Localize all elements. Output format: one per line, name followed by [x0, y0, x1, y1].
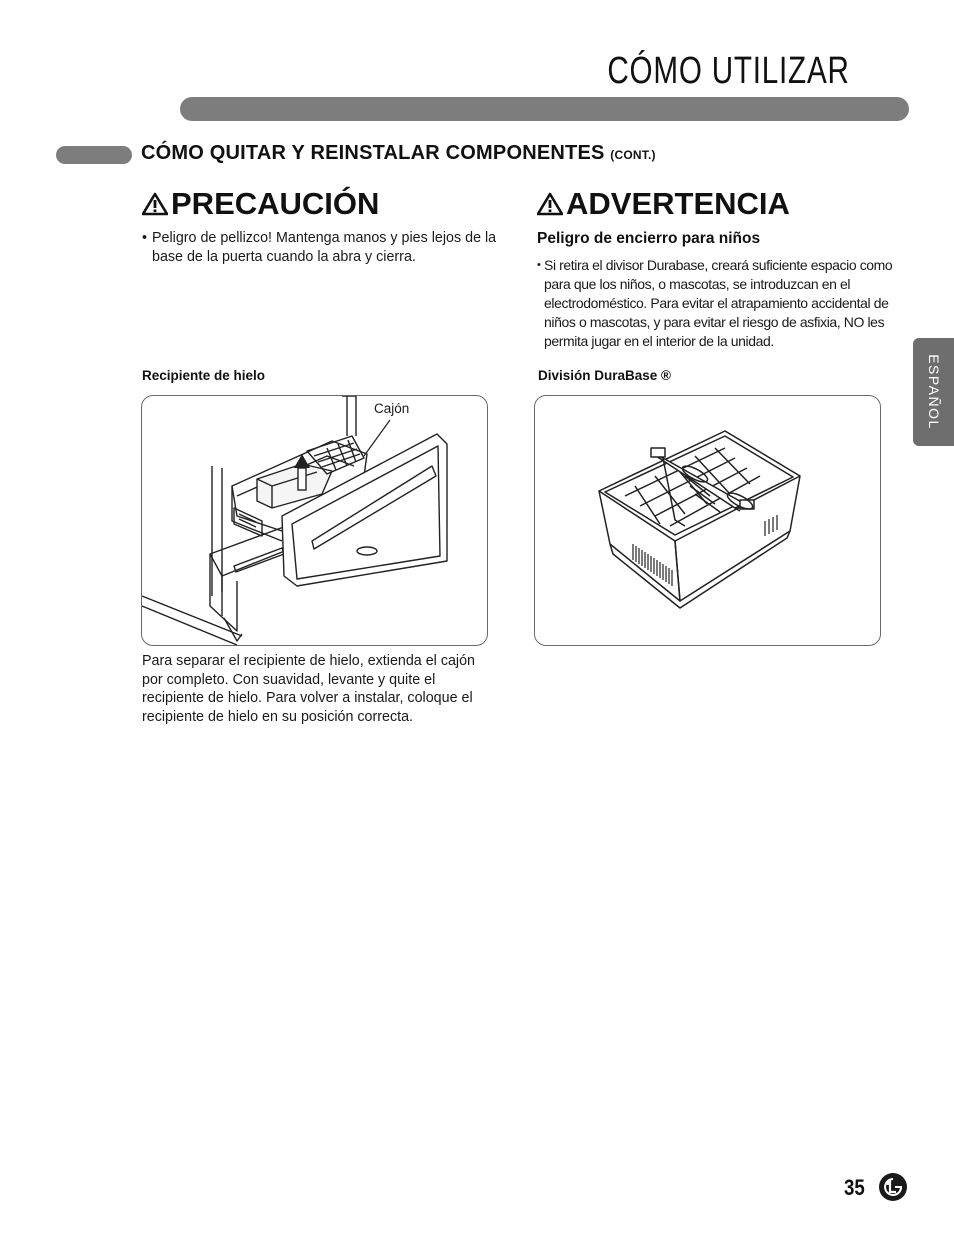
- bullet-marker: •: [142, 230, 148, 246]
- warning-bullet: [537, 256, 912, 351]
- section-title: CÓMO QUITAR Y REINSTALAR COMPONENTES: [141, 142, 605, 164]
- freezer-drawer-drawing: [142, 396, 487, 645]
- language-tab-label: ESPAÑOL: [925, 354, 942, 430]
- lg-logo-icon: [878, 1172, 908, 1202]
- ice-bin-figure-label: Recipiente de hielo: [142, 368, 266, 383]
- durabase-figure-label: División DuraBase ®: [538, 368, 671, 383]
- title-bar-divider: [180, 97, 909, 121]
- durabase-illustration: [534, 395, 881, 646]
- caution-heading: [142, 186, 379, 222]
- warning-heading: [537, 186, 790, 222]
- warning-heading-text: ADVERTENCIA: [566, 186, 790, 221]
- warning-triangle-icon: [537, 192, 563, 216]
- ice-bin-illustration: [141, 395, 488, 646]
- warning-triangle-icon: [142, 192, 168, 216]
- drawer-callout-label: Cajón: [374, 401, 410, 416]
- ice-bin-instructions: Para separar el recipiente de hielo, extienda el cajón por completo. Con suavidad, levante y quite el recipiente de hielo. Para volver a instalar, coloque el recipiente de hielo en su posición correcta.: [142, 653, 476, 725]
- page-title: CÓMO UTILIZAR: [607, 50, 850, 92]
- warning-text: Si retira el divisor Durabase, creará suficiente espacio como para que los niños, o mascotas, se introduzcan en el electrodoméstico. Para evitar el atrapamiento accidental de niños o mascotas, y para evitar el riesgo de asfixia, NO les permita jugar en el interior de la unidad.: [544, 257, 893, 349]
- durabase-divider-drawing: [535, 396, 880, 645]
- lg-logo: [878, 1172, 908, 1207]
- page-number: 35: [844, 1175, 865, 1200]
- section-marker: [56, 146, 132, 164]
- warning-subheading: Peligro de encierro para niños: [537, 230, 761, 247]
- bullet-marker: •: [537, 259, 541, 271]
- caution-heading-text: PRECAUCIÓN: [171, 186, 380, 221]
- caution-bullet: [142, 229, 517, 267]
- section-cont-label: (CONT.): [610, 148, 656, 162]
- language-tab: [913, 338, 954, 446]
- section-heading: [141, 142, 656, 165]
- caution-text: Peligro de pellizco! Mantenga manos y pies lejos de la base de la puerta cuando la abra y cierra.: [152, 230, 497, 265]
